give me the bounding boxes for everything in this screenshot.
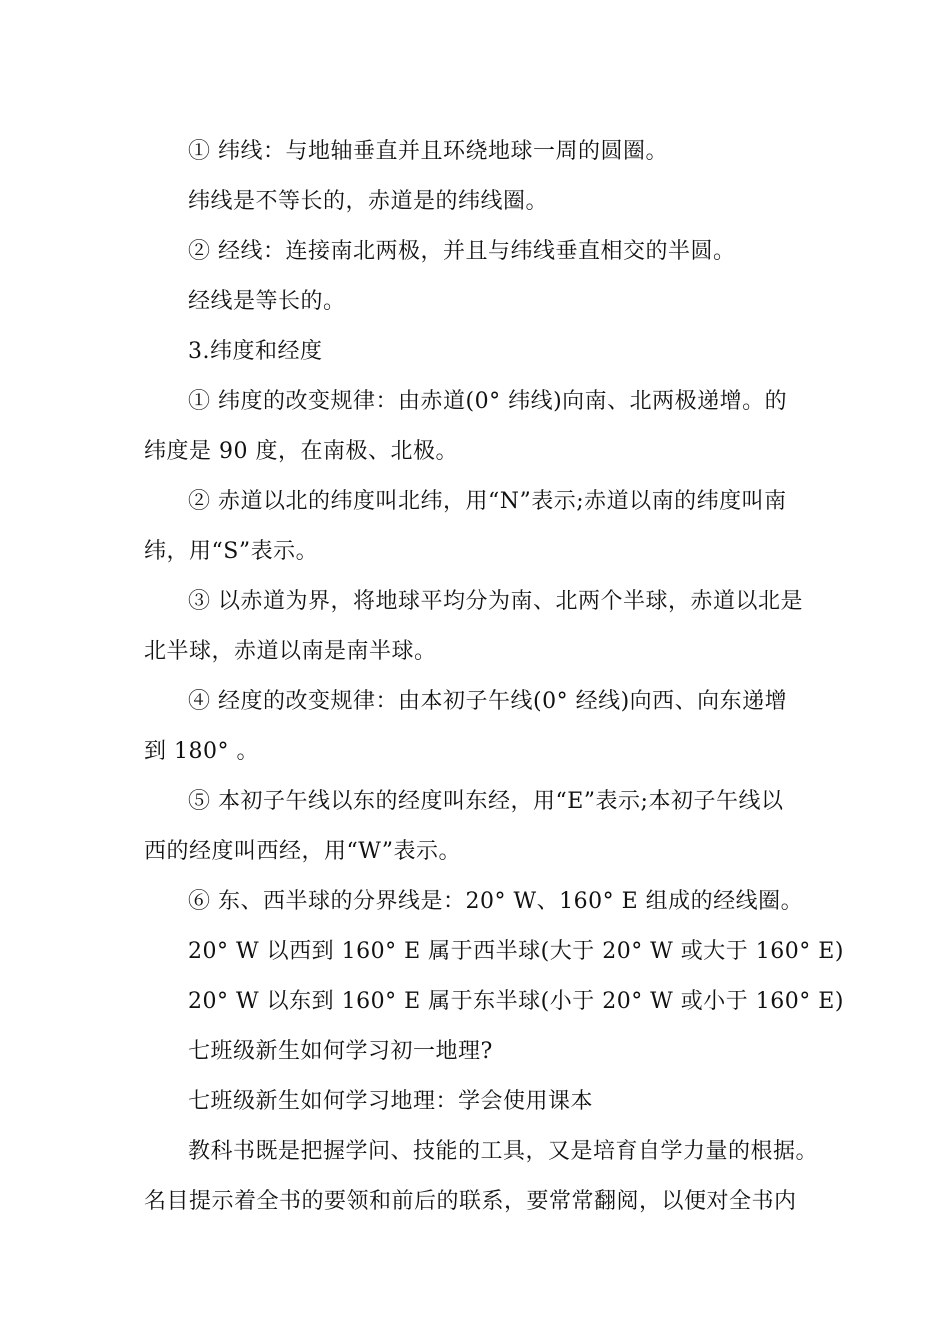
text-line-2: 纬线是不等长的，赤道是的纬线圈。	[188, 189, 549, 214]
text-line-22: 名目提示着全书的要领和前后的联系，要常常翻阅，以便对全书内	[144, 1189, 797, 1214]
text-line-1: ① 纬线：与地轴垂直并且环绕地球一周的圆圈。	[188, 139, 668, 164]
text-line-13: 到 180° 。	[144, 739, 259, 764]
text-line-19: 七班级新生如何学习初一地理?	[188, 1039, 493, 1064]
text-line-12: ④ 经度的改变规律：由本初子午线(0° 经线)向西、向东递增	[188, 689, 788, 714]
text-line-5: 3.纬度和经度	[188, 339, 323, 364]
text-line-17: 20° W 以西到 160° E 属于西半球(大于 20° W 或大于 160° E)	[188, 939, 844, 964]
text-line-15: 西的经度叫西经，用“W”表示。	[144, 839, 462, 864]
text-line-11: 北半球，赤道以南是南半球。	[144, 639, 437, 664]
text-line-16: ⑥ 东、西半球的分界线是：20° W、160° E 组成的经线圈。	[188, 889, 804, 914]
text-line-3: ② 经线：连接南北两极，并且与纬线垂直相交的半圆。	[188, 239, 736, 264]
text-line-10: ③ 以赤道为界，将地球平均分为南、北两个半球，赤道以北是	[188, 589, 803, 614]
text-line-18: 20° W 以东到 160° E 属于东半球(小于 20° W 或小于 160° E)	[188, 989, 844, 1014]
text-line-7: 纬度是 90 度，在南极、北极。	[144, 439, 458, 464]
text-line-8: ② 赤道以北的纬度叫北纬，用“N”表示;赤道以南的纬度叫南	[188, 489, 787, 514]
text-line-6: ① 纬度的改变规律：由赤道(0° 纬线)向南、北两极递增。的	[188, 389, 788, 414]
text-line-20: 七班级新生如何学习地理：学会使用课本	[188, 1089, 594, 1114]
text-line-4: 经线是等长的。	[188, 289, 346, 314]
text-line-21: 教科书既是把握学问、技能的工具，又是培育自学力量的根据。	[188, 1139, 819, 1164]
text-line-9: 纬，用“S”表示。	[144, 539, 319, 564]
text-line-14: ⑤ 本初子午线以东的经度叫东经，用“E”表示;本初子午线以	[188, 789, 784, 814]
